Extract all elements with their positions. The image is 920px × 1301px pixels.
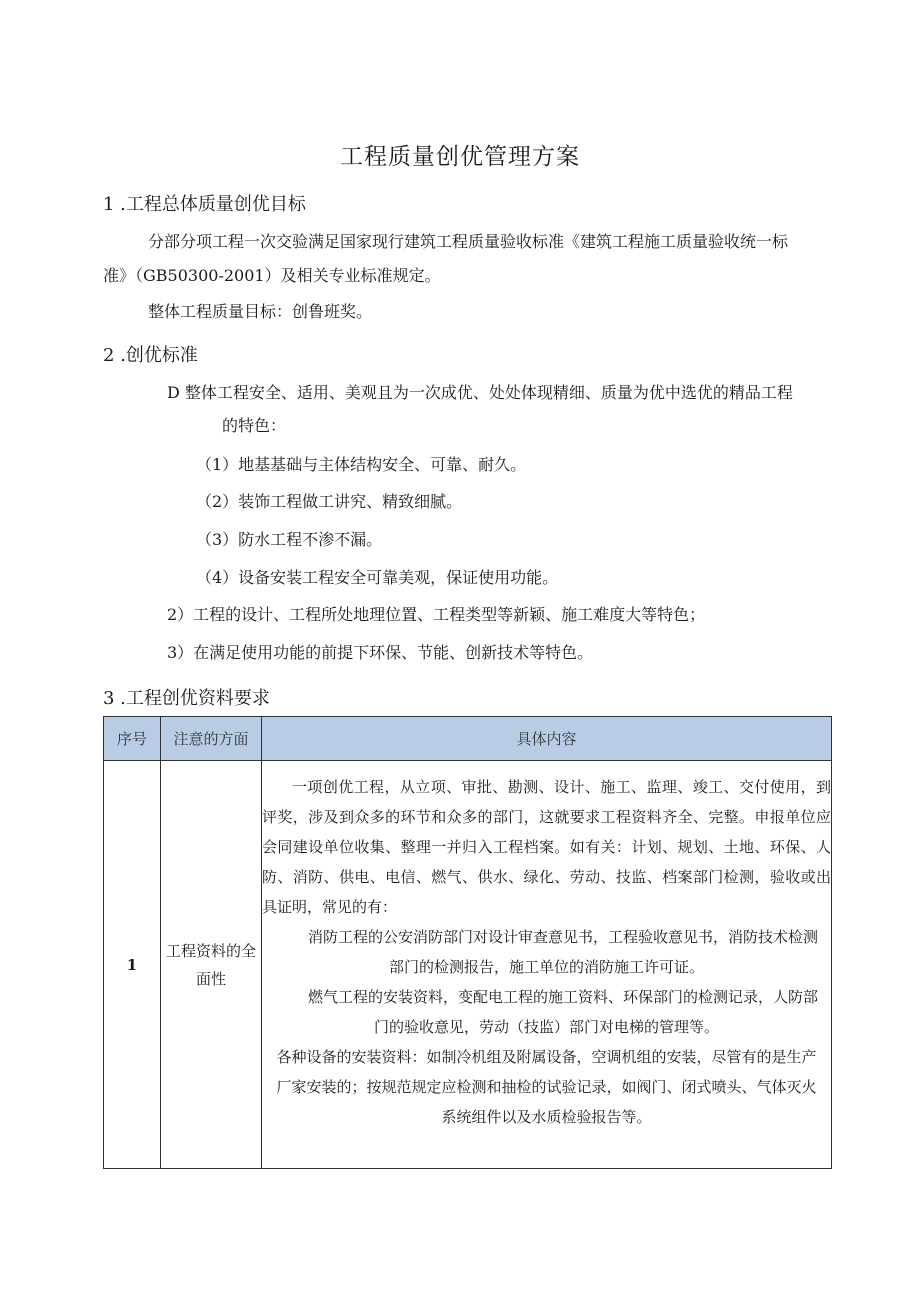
section2-sub-item: （3）防水工程不渗不漏。 — [196, 530, 383, 549]
document-title: 工程质量创优管理方案 — [340, 144, 580, 170]
content-equip-line3: 系统组件以及水质检验报告等。 — [441, 1108, 652, 1126]
section1-para2: 整体工程质量目标：创鲁班奖。 — [148, 302, 373, 321]
section2-sub-item: （2）装饰工程做工讲究、精致细腻。 — [196, 492, 463, 511]
section2-sub-item: （4）设备安装工程安全可靠美观，保证使用功能。 — [196, 568, 559, 587]
section2-item-d-line2: 的特色： — [222, 416, 287, 435]
row-number: 1 — [104, 761, 161, 1169]
row-aspect: 工程资料的全面性 — [161, 761, 262, 1169]
section2-item3: 3）在满足使用功能的前提下环保、节能、创新技术等特色。 — [167, 643, 594, 662]
section1-para1-line1: 分部分项工程一次交验满足国家现行建筑工程质量验收标准《建筑工程施工质量验收统一标 — [148, 232, 789, 251]
section1-heading: 1 .工程总体质量创优目标 — [103, 194, 306, 215]
header-cell-content: 具体内容 — [262, 717, 832, 761]
header-cell-aspect: 注意的方面 — [161, 717, 262, 761]
requirements-table — [103, 716, 832, 1169]
section2-heading: 2 .创优标准 — [103, 345, 198, 366]
content-gas-line2: 门的验收意见，劳动（技监）部门对电梯的管理等。 — [373, 1018, 719, 1036]
header-cell-number: 序号 — [104, 717, 161, 761]
section1-para1-line2: 准》（GB50300-2001）及相关专业标准规定。 — [103, 266, 441, 285]
content-intro: 一项创优工程，从立项、审批、勘测、设计、施工、监理、竣工、交付使用，到评奖，涉及到众多的环节和众多的部门，这就要求工程资料齐全、完整。申报单位应会同建设单位收集、整理一并归入工程档案。如有关：计划、规划、土地、环保、人防、消防、供电、电信、燃气、供水、绿化、劳动、技监、档案部门检测，验收或出具证明，常见的有： — [262, 778, 831, 916]
content-fire-line2: 部门的检测报告，施工单位的消防施工许可证。 — [388, 958, 704, 976]
section3-heading: 3 .工程创优资料要求 — [103, 688, 270, 709]
section2-item-d-line1: D 整体工程安全、适用、美观且为一次成优、处处体现精细、质量为优中选优的精品工程 — [167, 383, 793, 402]
table-header-row — [104, 717, 832, 761]
row-content — [262, 761, 832, 1169]
content-equip-line1: 各种设备的安装资料：如制冷机组及附属设备，空调机组的安装，尽管有的是生产 — [276, 1048, 817, 1066]
section2-sub-item: （1）地基基础与主体结构安全、可靠、耐久。 — [196, 455, 527, 474]
table-row — [104, 761, 832, 1169]
section2-item2: 2）工程的设计、工程所处地理位置、工程类型等新颖、施工难度大等特色； — [167, 605, 706, 624]
content-fire-line1: 消防工程的公安消防部门对设计审查意见书，工程验收意见书，消防技术检测 — [307, 928, 818, 946]
content-gas-line1: 燃气工程的安装资料，变配电工程的施工资料、环保部门的检测记录，人防部 — [307, 988, 818, 1006]
content-equip-line2: 厂家安装的；按规范规定应检测和抽检的试验记录，如阀门、闭式喷头、气体灭火 — [276, 1078, 817, 1096]
